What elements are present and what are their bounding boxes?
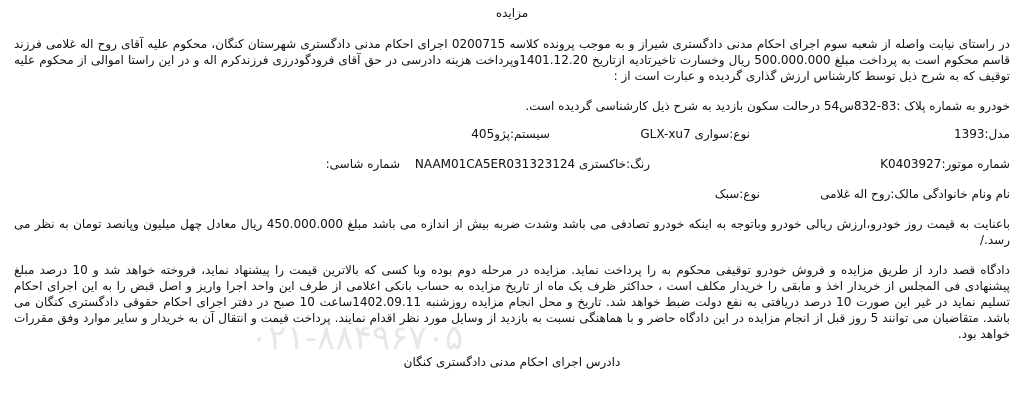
auction-terms-paragraph: دادگاه قصد دارد از طریق مزایده و فروش خودرو توقیفی محکوم به را پرداخت نماید. مزایده در مرحله دوم بوده وبا کسی که بالاترین قیمت را پیشنهاد نماید، فروخته خواهد شد و 10 درصد مبلغ پیشنهادی فی المجلس از خریدار اخذ و مابقی را خریدار مکلف است ، حداکثر ظرف یک ماه از تاریخ مزایده به حساب بانکی اعلامی از طرف این واحد اجرا واریز و اصل قبض را به این اجرای احکام تسلیم نماید در غیر این صورت 10 درصد دریافتی به نفع دولت ضبط خواهد شد. تاریخ و محل انجام مزایده روزشنبه 1402.09.11ساعت 10 صبح در دفتر اجرای احکام حقوقی دادگستری کنگان می باشد. متقاضیان می توانند 5 روز قبل از انجام مزایده در این دادگاه حاضر و با هماهنگی نسبت به بازدید از وسایل مورد نظر اقدام نمایند. پرداخت قیمت و انتقال آن به خریدار و سایر موارد وفق مقررات خواهد بود. [14, 263, 1011, 341]
engine-number-field: شماره موتور:K0403927 [880, 157, 1010, 171]
color-field: رنگ:خاکستری NAAM01CA5ER031323124 [414, 157, 650, 171]
phone-watermark: ۰۲۱-۸۸۴۹۶۷۰۵ [250, 318, 464, 358]
system-field: سیستم:پژو405 [471, 127, 550, 141]
spec-row-engine [14, 156, 1010, 172]
notice-title: مزایده [495, 6, 529, 20]
chassis-number-field: شماره شاسی: [325, 157, 400, 171]
spec-row-owner [14, 186, 1010, 202]
vehicle-kind-field: نوع:سبک [714, 187, 760, 201]
valuation-paragraph: باعنایت به قیمت روز خودرو،ارزش ریالی خودرو وباتوجه به اینکه خودرو تصادفی می باشد وشدت ضربه بیش از اندازه می باشد مبلغ 450.000.000 ریال معادل چهل میلیون وپانصد تومان به نظر می رسد./ [14, 217, 1011, 247]
model-field: مدل:1393 [953, 127, 1010, 141]
intro-paragraph: در راستای نیابت واصله از شعبه سوم اجرای احکام مدنی دادگستری شیراز و به موجب پرونده کلاسه 0200715 اجرای احکام مدنی دادگستری شهرستان کنگان، محکوم علیه آقای روح اله غلامی فرزند قاسم محکوم است به پرداخت مبلغ 500.000.000 ریال وخسارت تاخیرتادیه ازتاریخ 1401.12.20وپرداخت هزینه دادرسی در حق آقای فرودگودرزی فرزندکرم اله و در این راستا اموالی از محکوم علیه توقیف که به شرح ذیل توسط کارشناس ارزش گذاری گردیده و عبارت است از : [14, 37, 1010, 83]
owner-name-field: نام ونام خانوادگی مالک:روح اله غلامی [820, 187, 1010, 201]
spec-row-model [14, 126, 1010, 142]
type-field: نوع:سواری GLX-xu7 [640, 127, 750, 141]
vehicle-description: خودرو به شماره پلاک :83-832س54 درحالت سکون بازدید به شرح ذیل کارشناسی گردیده است. [525, 99, 1010, 113]
signature-line: دادرس اجرای احکام مدنی دادگستری کنگان [403, 355, 621, 369]
